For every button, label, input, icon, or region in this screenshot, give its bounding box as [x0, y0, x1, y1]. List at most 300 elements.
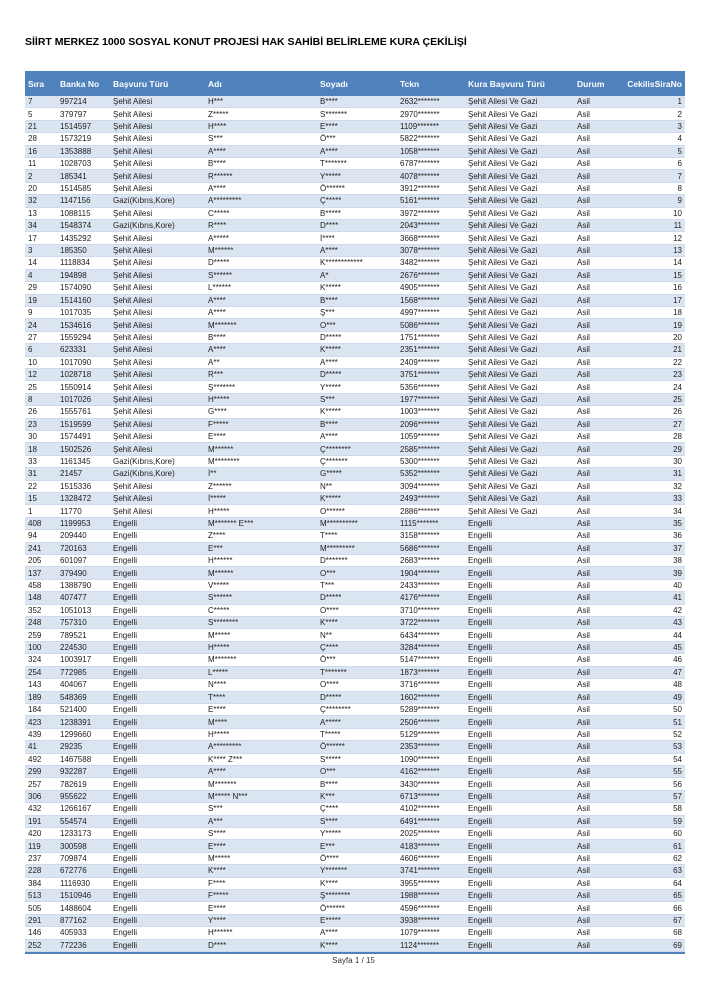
table-row [25, 220, 685, 232]
table-cell: Engelli [468, 605, 493, 615]
table-cell: Şehit Ailesi Ve Gazi [468, 134, 538, 144]
table-cell: 1988******* [400, 891, 440, 901]
table-row [25, 617, 685, 629]
table-row [25, 853, 685, 865]
table-cell: 1115******* [400, 519, 439, 529]
table-cell: T*** [320, 581, 335, 591]
table-cell: Asil [577, 357, 590, 367]
table-cell: 2970******* [400, 109, 440, 119]
table-cell: Şehit Ailesi Ve Gazi [468, 283, 538, 293]
table-cell: B**** [320, 97, 338, 107]
table-cell: A********* [208, 196, 242, 206]
table-cell: Engelli [113, 779, 138, 789]
table-cell: 1510946 [60, 891, 92, 901]
table-cell: 2632******* [400, 97, 440, 107]
table-cell: F***** [208, 891, 229, 901]
table-cell: 1124******* [400, 940, 439, 950]
table-cell: 782619 [60, 779, 87, 789]
table-cell: Ş*** [320, 308, 335, 318]
table-row [25, 927, 685, 939]
table-cell: Şehit Ailesi [113, 159, 153, 169]
table-row [25, 493, 685, 505]
table-cell: Şehit Ailesi Ve Gazi [468, 109, 538, 119]
table-cell: Şehit Ailesi [113, 171, 153, 181]
table-cell: Ç******* [320, 456, 348, 466]
table-cell: Asil [577, 556, 590, 566]
table-cell: K**** [208, 866, 226, 876]
table-cell: Engelli [468, 630, 493, 640]
table-cell: A**** [208, 295, 226, 305]
table-row [25, 791, 685, 803]
table-cell: 1233173 [60, 829, 92, 839]
table-cell: Gazi(Kıbrıs,Kore) [113, 196, 175, 206]
table-cell: 2506******* [400, 717, 440, 727]
table-cell: Gazi(Kıbrıs,Kore) [113, 456, 175, 466]
table-cell: 932287 [60, 767, 87, 777]
table-cell: B**** [208, 159, 226, 169]
table-cell: 184 [28, 705, 42, 715]
table-cell: 379797 [60, 109, 87, 119]
table-cell: Asil [577, 705, 590, 715]
table-cell: 1751******* [400, 332, 440, 342]
table-cell: 5352******* [400, 469, 440, 479]
table-cell: M***** [208, 630, 231, 640]
table-cell: 1873******* [400, 667, 440, 677]
table-cell: 1435292 [60, 233, 92, 243]
table-cell: 119 [28, 841, 41, 851]
table-cell: Engelli [113, 829, 138, 839]
table-cell: 6713******* [400, 791, 440, 801]
table-cell: Şehit Ailesi [113, 370, 153, 380]
table-cell: Engelli [113, 593, 138, 603]
table-cell: Şehit Ailesi Ve Gazi [468, 196, 538, 206]
table-cell: Asil [577, 258, 590, 268]
table-cell: A**** [320, 432, 338, 442]
table-cell: 146 [28, 928, 42, 938]
table-cell: Şehit Ailesi [113, 407, 153, 417]
table-cell: 513 [28, 891, 42, 901]
table-cell: 1328472 [60, 494, 92, 504]
table-cell: Şehit Ailesi [113, 295, 153, 305]
table-row [25, 232, 685, 244]
table-cell: Engelli [113, 667, 138, 677]
table-cell: Engelli [468, 891, 493, 901]
table-cell: Engelli [468, 878, 493, 888]
table-cell: 52 [673, 729, 682, 739]
table-cell: C***** [208, 605, 230, 615]
table-row [25, 270, 685, 282]
table-cell: Engelli [468, 791, 493, 801]
table-cell: M******* [208, 779, 237, 789]
table-cell: Asil [577, 767, 590, 777]
table-cell: Engelli [113, 568, 138, 578]
table-cell: 61 [673, 841, 682, 851]
table-cell: 7 [677, 171, 682, 181]
table-cell: Asil [577, 382, 590, 392]
table-row [25, 257, 685, 269]
table-cell: Ö*** [320, 134, 336, 144]
table-row [25, 840, 685, 852]
table-cell: 1550914 [60, 382, 92, 392]
table-cell: 63 [673, 866, 682, 876]
table-cell: Engelli [113, 866, 138, 876]
table-cell: O*** [320, 320, 336, 330]
table-cell: 42 [673, 605, 682, 615]
table-cell: 1059******* [400, 432, 440, 442]
table-cell: 66 [673, 903, 682, 913]
table-cell: 4606******* [400, 853, 440, 863]
table-cell: A*** [208, 816, 223, 826]
table-cell: Y***** [320, 829, 341, 839]
table-cell: Şehit Ailesi Ve Gazi [468, 419, 538, 429]
table-cell: 29 [28, 283, 37, 293]
table-cell: Asil [577, 680, 590, 690]
table-row [25, 319, 685, 331]
table-cell: 306 [28, 791, 42, 801]
table-cell: 3938******* [400, 916, 440, 926]
table-cell: A**** [320, 146, 338, 156]
table-cell: K**** [320, 878, 338, 888]
table-row [25, 307, 685, 319]
table-cell: 2351******* [400, 345, 440, 355]
table-cell: Şehit Ailesi Ve Gazi [468, 122, 538, 132]
table-cell: 4176******* [400, 593, 440, 603]
table-cell: Asil [577, 109, 590, 119]
table-cell: 1028718 [60, 370, 92, 380]
table-cell: D***** [208, 258, 230, 268]
table-cell: 492 [28, 754, 42, 764]
table-cell: 254 [28, 667, 42, 677]
table-row [25, 766, 685, 778]
table-cell: 1519599 [60, 419, 92, 429]
table-cell: 56 [673, 779, 682, 789]
table-cell: 404067 [60, 680, 87, 690]
table-cell: M********** [320, 519, 358, 529]
table-cell: Ö****** [320, 742, 345, 752]
table-cell: 6491******* [400, 816, 440, 826]
table-cell: 1266167 [60, 804, 92, 814]
table-cell: 720163 [60, 543, 87, 553]
table-cell: 1534616 [60, 320, 92, 330]
table-cell: İ** [208, 469, 217, 479]
table-cell: Şehit Ailesi [113, 320, 153, 330]
table-cell: Asil [577, 829, 590, 839]
table-cell: 17 [673, 295, 682, 305]
table-cell: 2493******* [400, 494, 440, 504]
table-body [25, 96, 685, 954]
table-cell: 24 [673, 382, 682, 392]
table-cell: 3430******* [400, 779, 440, 789]
table-cell: Şehit Ailesi [113, 233, 153, 243]
table-cell: Asil [577, 940, 590, 950]
table-cell: 1488604 [60, 903, 92, 913]
table-cell: Engelli [113, 680, 138, 690]
table-row [25, 667, 685, 679]
table-cell: Asil [577, 506, 590, 516]
table-cell: T**** [320, 531, 338, 541]
table-cell: R**** [208, 221, 227, 231]
table-cell: 4078******* [400, 171, 440, 181]
table-cell: Şehit Ailesi [113, 184, 153, 194]
table-cell: K*** [320, 791, 335, 801]
table-cell: Şehit Ailesi Ve Gazi [468, 456, 538, 466]
table-cell: 4183******* [400, 841, 440, 851]
table-cell: S**** [320, 816, 338, 826]
table-cell: 143 [28, 680, 42, 690]
table-cell: Engelli [113, 903, 138, 913]
table-row [25, 282, 685, 294]
table-cell: 1515336 [60, 481, 92, 491]
table-cell: 5147******* [400, 655, 440, 665]
table-cell: 521400 [60, 705, 87, 715]
table-cell: 27 [673, 419, 682, 429]
table-cell: 69 [673, 940, 682, 950]
table-cell: 2409******* [400, 357, 440, 367]
table-cell: S*** [208, 134, 223, 144]
table-cell: 20 [28, 184, 37, 194]
table-cell: 59 [673, 816, 682, 826]
table-cell: M****** [208, 444, 234, 454]
table-cell: 12 [673, 233, 682, 243]
table-cell: 772985 [60, 667, 87, 677]
table-cell: 10 [28, 357, 37, 367]
table-cell: 11 [673, 221, 682, 231]
table-cell: N**** [208, 680, 227, 690]
table-cell: D***** [320, 593, 342, 603]
table-cell: 1028703 [60, 159, 92, 169]
table-cell: Şehit Ailesi Ve Gazi [468, 270, 538, 280]
table-cell: M********* [320, 543, 355, 553]
column-header: Tckn [400, 78, 420, 89]
table-cell: B**** [320, 295, 338, 305]
table-cell: Şehit Ailesi [113, 146, 153, 156]
table-cell: 3722******* [400, 618, 440, 628]
table-cell: Şehit Ailesi Ve Gazi [468, 208, 538, 218]
table-cell: 772236 [60, 940, 87, 950]
table-cell: C***** [208, 208, 230, 218]
table-cell: Şehit Ailesi [113, 208, 153, 218]
table-cell: Engelli [468, 754, 493, 764]
table-cell: E**** [320, 122, 338, 132]
table-row [25, 195, 685, 207]
table-cell: Şehit Ailesi [113, 382, 153, 392]
table-cell: Asil [577, 146, 590, 156]
table-cell: K**** [320, 618, 338, 628]
table-cell: Engelli [113, 605, 138, 615]
table-cell: Asil [577, 667, 590, 677]
table-cell: Ş******** [320, 891, 351, 901]
table-cell: 15 [28, 494, 37, 504]
table-cell: Asil [577, 643, 590, 653]
table-cell: 384 [28, 878, 42, 888]
table-cell: Asil [577, 729, 590, 739]
table-cell: 185341 [60, 171, 87, 181]
table-row [25, 505, 685, 517]
table-cell: 3482******* [400, 258, 440, 268]
table-cell: Engelli [113, 705, 138, 715]
table-cell: 3751******* [400, 370, 440, 380]
table-cell: Engelli [113, 717, 138, 727]
table-cell: S****** [208, 593, 233, 603]
table-cell: Şehit Ailesi Ve Gazi [468, 233, 538, 243]
table-cell: Engelli [113, 878, 138, 888]
table-cell: 44 [673, 630, 682, 640]
table-cell: 31 [673, 469, 682, 479]
table-cell: L****** [208, 283, 232, 293]
table-cell: 53 [673, 742, 682, 752]
table-cell: Şehit Ailesi Ve Gazi [468, 357, 538, 367]
table-cell: Asil [577, 308, 590, 318]
table-cell: 1388790 [60, 581, 92, 591]
table-cell: 1109******* [400, 122, 439, 132]
table-cell: 252 [28, 940, 42, 950]
table-cell: 9 [28, 308, 33, 318]
table-cell: Engelli [113, 543, 138, 553]
table-cell: Engelli [468, 940, 493, 950]
table-cell: Asil [577, 283, 590, 293]
table-cell: Ö**** [320, 853, 339, 863]
table-row [25, 481, 685, 493]
table-cell: 191 [28, 816, 42, 826]
table-cell: Asil [577, 345, 590, 355]
table-cell: Engelli [468, 866, 493, 876]
table-cell: 1602******* [400, 692, 440, 702]
table-cell: Engelli [468, 643, 493, 653]
table-row [25, 828, 685, 840]
table-cell: Şehit Ailesi [113, 419, 153, 429]
table-cell: 54 [673, 754, 682, 764]
table-cell: 1574491 [60, 432, 92, 442]
table-row [25, 890, 685, 902]
table-cell: Şehit Ailesi [113, 394, 153, 404]
table-cell: 2043******* [400, 221, 440, 231]
table-cell: 5289******* [400, 705, 440, 715]
table-cell: 65 [673, 891, 682, 901]
table-cell: Engelli [113, 791, 138, 801]
table-cell: 4596******* [400, 903, 440, 913]
table-row [25, 369, 685, 381]
table-row [25, 741, 685, 753]
column-header: Başvuru Türü [113, 78, 169, 89]
table-cell: 3912******* [400, 184, 440, 194]
table-cell: Şehit Ailesi [113, 357, 153, 367]
table-cell: Engelli [468, 618, 493, 628]
table-row [25, 729, 685, 741]
table-cell: 1090******* [400, 754, 440, 764]
table-cell: Asil [577, 543, 590, 553]
table-row [25, 654, 685, 666]
table-cell: 1199953 [60, 519, 91, 529]
table-cell: Engelli [113, 804, 138, 814]
table-cell: 27 [28, 332, 37, 342]
table-cell: Ç******** [320, 705, 351, 715]
table-cell: Asil [577, 692, 590, 702]
table-cell: Asil [577, 853, 590, 863]
table-cell: Z****** [208, 481, 232, 491]
table-cell: 1548374 [60, 221, 92, 231]
table-row [25, 133, 685, 145]
table-cell: 5686******* [400, 543, 440, 553]
table-cell: 1161345 [60, 456, 91, 466]
table-cell: 623331 [60, 345, 87, 355]
table-cell: 5 [28, 109, 33, 119]
table-cell: 32 [673, 481, 682, 491]
table-cell: Engelli [468, 705, 493, 715]
table-cell: Engelli [113, 519, 138, 529]
table-cell: 25 [673, 394, 682, 404]
table-cell: 28 [28, 134, 37, 144]
table-cell: 2025******* [400, 829, 440, 839]
table-cell: 67 [673, 916, 682, 926]
table-cell: B**** [320, 779, 338, 789]
table-row [25, 816, 685, 828]
table-cell: Şehit Ailesi [113, 246, 153, 256]
table-cell: 137 [28, 568, 42, 578]
table-cell: M******* [208, 320, 237, 330]
table-cell: 205 [28, 556, 42, 566]
table-cell: 29235 [60, 742, 83, 752]
table-cell: Şehit Ailesi Ve Gazi [468, 171, 538, 181]
table-cell: Asil [577, 456, 590, 466]
table-cell: Engelli [468, 742, 493, 752]
table-cell: 6787******* [400, 159, 440, 169]
table-cell: 259 [28, 630, 42, 640]
table-cell: K**** Z*** [208, 754, 243, 764]
table-row [25, 357, 685, 369]
table-cell: Ş******* [208, 382, 236, 392]
table-cell: Asil [577, 928, 590, 938]
table-cell: R*** [208, 370, 224, 380]
table-cell: Engelli [468, 543, 493, 553]
table-cell: T***** [320, 729, 341, 739]
table-cell: 3972******* [400, 208, 440, 218]
table-cell: 9 [677, 196, 682, 206]
table-cell: Engelli [468, 581, 493, 591]
table-cell: 3284******* [400, 643, 440, 653]
table-cell: 26 [673, 407, 682, 417]
table-cell: Engelli [468, 519, 493, 529]
table-cell: 1514597 [60, 122, 92, 132]
table-cell: 5822******* [400, 134, 440, 144]
table-cell: Z***** [208, 109, 229, 119]
table-cell: 51 [673, 717, 682, 727]
table-cell: 41 [673, 593, 682, 603]
table-cell: O**** [320, 605, 339, 615]
table-row [25, 754, 685, 766]
table-cell: 4905******* [400, 283, 440, 293]
table-cell: 228 [28, 866, 42, 876]
table-cell: H****** [208, 928, 233, 938]
table-cell: M******* E*** [208, 519, 254, 529]
table-cell: 432 [28, 804, 42, 814]
table-cell: 3158******* [400, 531, 440, 541]
table-cell: M***** N*** [208, 791, 248, 801]
table-cell: E**** [208, 903, 226, 913]
table-cell: A**** [320, 357, 338, 367]
table-cell: Şehit Ailesi Ve Gazi [468, 370, 538, 380]
table-cell: 379490 [60, 568, 87, 578]
table-cell: Engelli [468, 816, 493, 826]
table-cell: Asil [577, 804, 590, 814]
table-cell: Şehit Ailesi [113, 481, 153, 491]
table-cell: Engelli [468, 829, 493, 839]
column-header: Sıra [28, 78, 45, 89]
table-cell: 1118834 [60, 258, 90, 268]
table-cell: Engelli [113, 841, 138, 851]
page-title: SİİRT MERKEZ 1000 SOSYAL KONUT PROJESİ HAK SAHİBİ BELİRLEME KURA ÇEKİLİŞİ [25, 36, 467, 48]
table-cell: Şehit Ailesi Ve Gazi [468, 332, 538, 342]
table-cell: Şehit Ailesi Ve Gazi [468, 382, 538, 392]
